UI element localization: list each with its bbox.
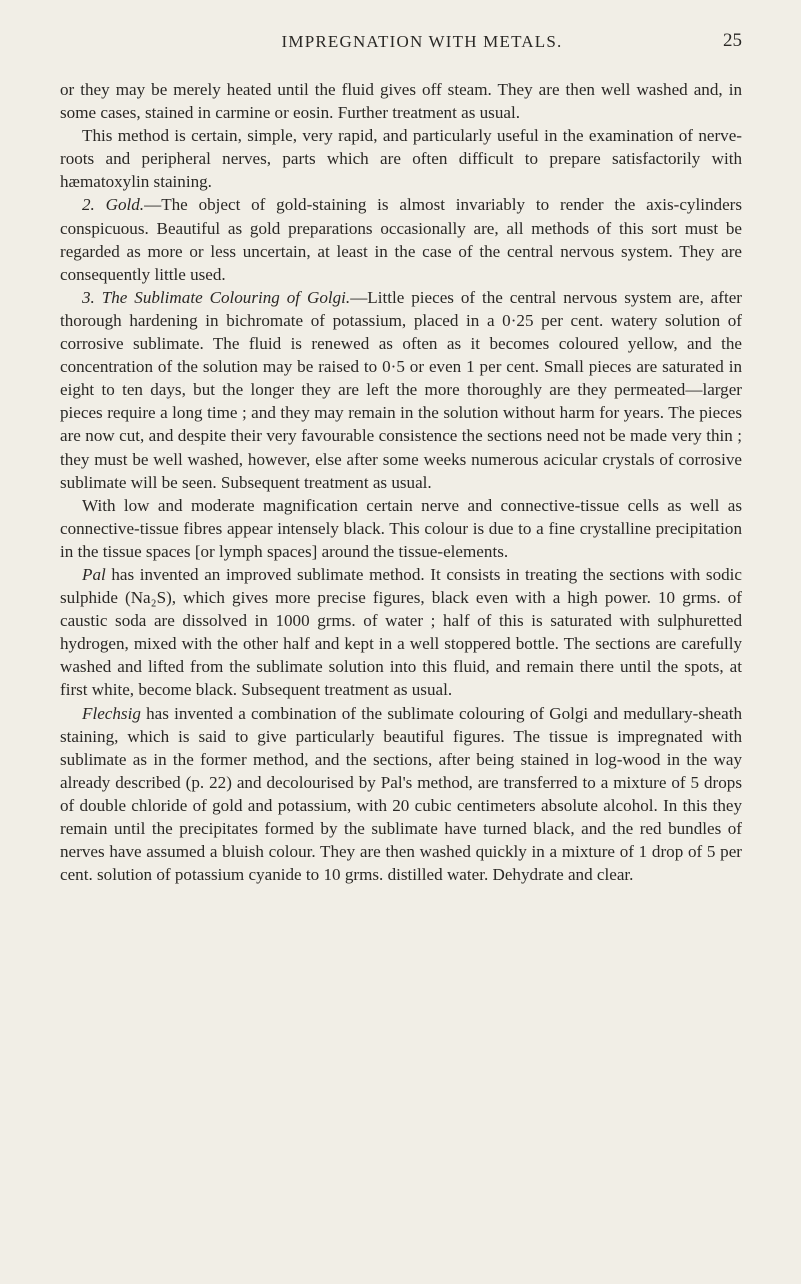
paragraph xyxy=(60,286,742,494)
section-heading: 2. Gold. xyxy=(82,195,145,215)
paragraph-text: This method is certain, simple, very rapid, and particularly useful in the examination of nerve-roots and peripheral nerves, parts which are often difficult to prepare satisfactorily with hæmatoxylin staining. xyxy=(60,126,742,192)
paragraph-text: —Little pieces of the central nervous system are, after thorough hardening in bichromate of potassium, placed in a 0·25 per cent. watery solution of corrosive sublimate. The fluid is renewed as often as it becomes coloured yellow, and the concentration of the solution may be raised to 0·5 or even 1 per cent. Small pieces are saturated in eight to ten days, but the longer they are left the more thoroughly are they permeated—larger pieces require a long time ; and they may remain in the solution without harm for years. The pieces are now cut, and despite their very favourable consistence the sections need not be made very thin ; they must be well washed, however, else after some weeks numerous acicular crystals of corrosive sublimate will be seen. Subsequent treatment as usual. xyxy=(60,287,742,492)
page-number: 25 xyxy=(723,30,742,51)
paragraph-text: has invented a combination of the sublimate colouring of Golgi and medullary-sheath staining, which is said to give particularly beautiful figures. The tissue is impregnated with sublimate as in the former method, and the sections, after being stained in log-wood in the way already described (p. 22) and decolourised by Pal's method, are transferred to a mixture of 5 drops of double chloride of gold and potassium, with 20 cubic centimeters absolute alcohol. In this they remain until the precipitates formed by the sublimate have turned black, and the red bundles of nerves have assumed a bluish colour. They are then washed quickly in a mixture of 1 drop of 5 per cent. solution of potassium cyanide to 10 grms. distilled water. Dehydrate and clear. xyxy=(60,703,742,885)
author-name: Pal xyxy=(82,564,106,584)
running-title: IMPREGNATION WITH METALS. xyxy=(281,32,563,51)
section-heading: 3. The Sublimate Colouring of Golgi. xyxy=(82,287,351,307)
paragraph-text: or they may be merely heated until the fluid gives off steam. They are then well washed and, in some cases, stained in carmine or eosin. Further treatment as usual. xyxy=(60,80,742,123)
paragraph-text: has invented an improved sublimate method. It consists in treating the sections with sodic sulphide (Na₂S), which gives more precise figures, black even with a high power. 10 grms. of caustic soda are dissolved in 1000 grms. of water ; half of this is saturated with sulphuretted hydrogen, mixed with the other half and kept in a well stoppered bottle. The sections are carefully washed and lifted from the sublimate solution into this fluid, and remain there until the spots, at first white, become black. Subsequent treatment as usual. xyxy=(60,564,742,700)
paragraph xyxy=(60,78,742,124)
page-header xyxy=(60,30,740,56)
paragraph xyxy=(60,563,742,702)
paragraph xyxy=(60,702,742,887)
paragraph xyxy=(60,193,742,285)
paragraph xyxy=(60,494,742,563)
body-text xyxy=(60,78,742,886)
paragraph-text: —The object of gold-staining is almost invariably to render the axis-cylinders conspicuous. Beautiful as gold preparations occasionally are, all methods of this sort must be regarded as more or less uncertain, at least in the case of the central nervous system. They are consequently little used. xyxy=(60,195,742,284)
paragraph-text: With low and moderate magnification certain nerve and connective-tissue cells as well as connective-tissue fibres appear intensely black. This colour is due to a fine crystalline precipitation in the tissue spaces [or lymph spaces] around the tissue-elements. xyxy=(60,495,742,561)
paragraph xyxy=(60,124,742,193)
author-name: Flechsig xyxy=(82,703,141,723)
